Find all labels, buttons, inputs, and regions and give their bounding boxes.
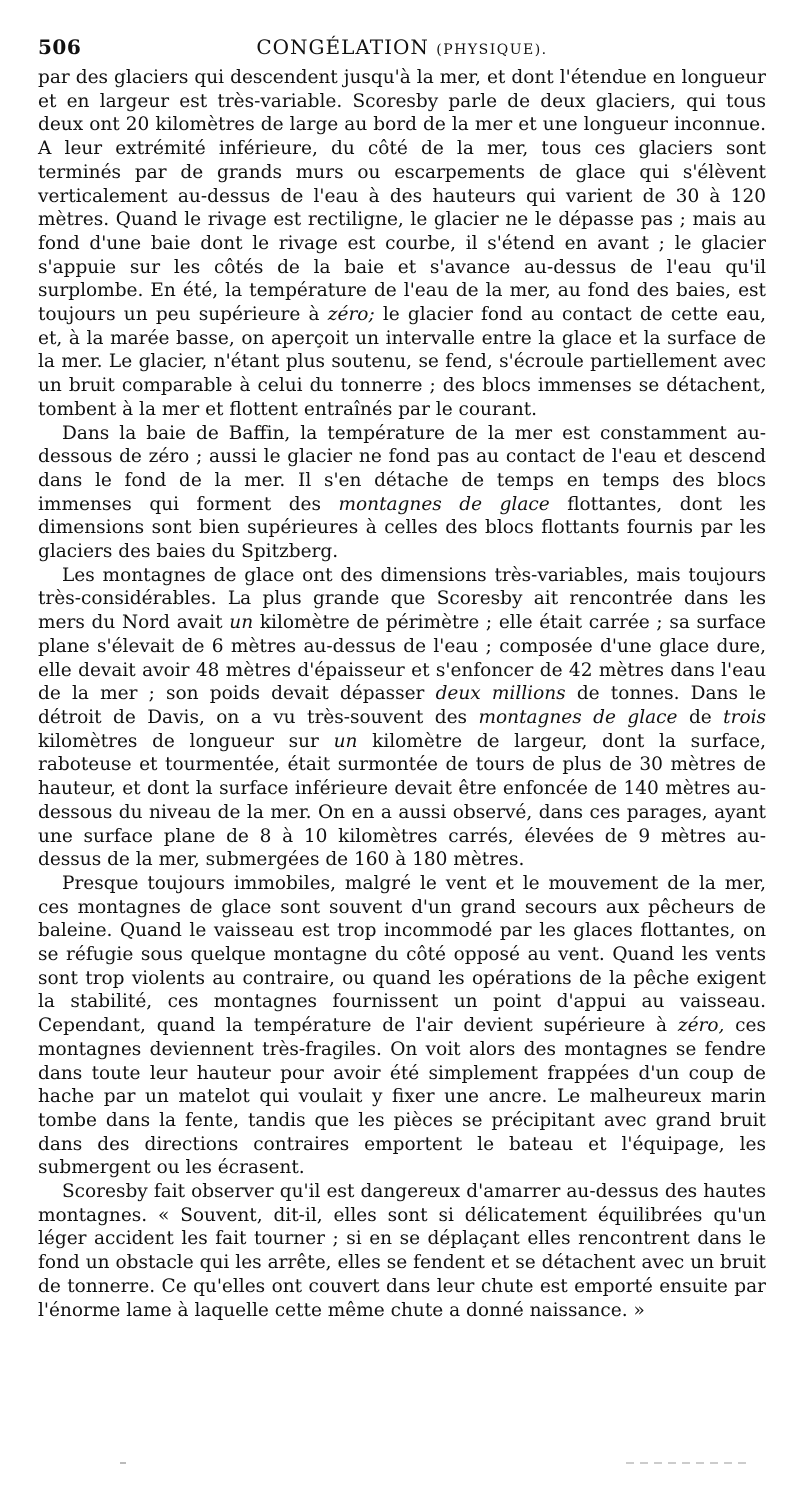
text-run: Dans la baie de Baffin, la température de la mer est constamment au-dessous de zéro ; aussi le glacier ne fond pas au contact de l'eau et descend dans le fond de la mer. Il s'en détache de temps en temps des blocs immenses qui forment des bbox=[38, 422, 766, 515]
paragraph bbox=[38, 66, 766, 422]
running-head bbox=[38, 30, 766, 67]
italic-text: montagnes de glace bbox=[338, 493, 550, 515]
text-run: Scoresby fait observer qu'il est dangereux d'amarrer au-dessus des hautes montagnes. « Souvent, dit-il, elles sont si délicatement équilibrées qu'un léger accident les fait tourner ; si en se déplaçant elles rencontrent dans le fond un obstacle qui les arrête, elles se fendent et se détachent avec un bruit de tonnerre. Ce qu'elles ont couvert dans leur chute est emporté ensuite par l'énorme lame à laquelle cette même chute a donné naissance. » bbox=[38, 1181, 766, 1321]
text-run: kilomètre de périmètre ; elle était carrée ; sa surface plane s'élevait de 6 mètres au-dessus de l'eau ; composée d'une glace dure, elle devait avoir 48 mètres d'épaisseur et s'enfoncer de 42 mètres dans l'eau de la mer ; son poids devait dépasser bbox=[38, 612, 766, 705]
running-head-title: CONGÉLATION bbox=[256, 35, 429, 59]
paragraph bbox=[38, 564, 766, 872]
italic-text: trois bbox=[723, 706, 766, 728]
text-run: ces montagnes deviennent très-fragiles. On voit alors des montagnes se fendre dans toute leur hauteur pour avoir été simplement frappées d'un coup de hache par un matelot qui voulait y fixer une ancre. Le malheureux marin tombe dans la fente, tandis que les pièces se précipitant avec grand bruit dans des directions contraires emportent le bateau et l'équipage, les submergent ou les écrasent. bbox=[38, 1015, 766, 1179]
running-head-subtitle: (PHYSIQUE). bbox=[436, 42, 548, 58]
paragraph bbox=[38, 872, 766, 1180]
text-run: kilomètre de largeur, dont la surface, raboteuse et tourmentée, était surmontée de tours de plus de 30 mètres de hauteur, et dont la surface inférieure devait être enfoncée de 140 mètres au-dessous du niveau de la mer. On en a aussi observé, dans ces parages, ayant une surface plane de 8 à 10 kilomètres carrés, élevées de 9 mètres au-dessus de la mer, submergées de 160 à 180 mètres. bbox=[38, 730, 766, 871]
text-run: le glacier fond au contact de cette eau, et, à la marée basse, on aperçoit un intervalle entre la glace et la surface de la mer. Le glacier, n'étant plus soutenu, se fend, s'écroule partiellement avec un bruit comparable à celui du tonnerre ; des blocs immenses se détachent, tombent à la mer et flottent entraînés par le courant. bbox=[38, 304, 766, 420]
text-run: Les montagnes de glace ont des dimensions très-variables, mais toujours très-considérables. La plus grande que Scoresby ait rencontrée dans les mers du Nord avait bbox=[38, 564, 766, 634]
text-run: flottantes, dont les dimensions sont bien supérieures à celles des blocs flottants fournis par les glaciers des baies du Spitzberg. bbox=[38, 493, 766, 563]
paragraph bbox=[38, 422, 766, 564]
text-run: de tonnes. Dans le détroit de Davis, on a vu très-souvent des bbox=[38, 683, 766, 728]
text-run: Presque toujours immobiles, malgré le vent et le mouvement de la mer, ces montagnes de glace sont souvent d'un grand secours aux pêcheurs de baleine. Quand le vaisseau est trop incommodé par les glaces flottantes, on se réfugie sous quelque montagne du côté opposé au vent. Quand les vents sont trop violents au contraire, ou quand les opérations de la pêche exigent la stabilité, ces montagnes fournissent un point d'appui au vaisseau. Cependant, quand la température de l'air devient supérieure à bbox=[38, 872, 766, 1037]
italic-text: un bbox=[333, 730, 358, 752]
footer-mark-right bbox=[626, 1462, 746, 1464]
footer-marks bbox=[38, 1462, 766, 1468]
paragraph bbox=[38, 1180, 766, 1322]
page-number: 506 bbox=[38, 35, 82, 59]
italic-text: un bbox=[229, 612, 254, 634]
italic-text: montagnes de glace bbox=[478, 706, 678, 728]
page-header bbox=[38, 30, 766, 64]
italic-text: deux millions bbox=[435, 683, 566, 705]
text-run: kilomètres de longueur sur bbox=[38, 730, 334, 752]
footer-mark-left bbox=[120, 1462, 126, 1464]
text-run: de bbox=[677, 706, 724, 728]
body-text bbox=[38, 66, 766, 1322]
italic-text: zéro; bbox=[327, 304, 375, 326]
text-run: par des glaciers qui descendent jusqu'à la mer, et dont l'étendue en longueur et en largeur est très-variable. Scoresby parle de deux glaciers, qui tous deux ont 20 kilomètres de large au bord de la mer et une longueur inconnue. A leur extrémité inférieure, du côté de la mer, tous ces glaciers sont terminés par de grands murs ou escarpements de glace qui s'élèvent verticalement au-dessus de l'eau à des hauteurs qui varient de 30 à 120 mètres. Quand le rivage est rectiligne, le glacier ne le dépasse pas ; mais au fond d'une baie dont le rivage est courbe, il s'étend en avant ; le glacier s'appuie sur les côtés de la baie et s'avance au-dessus de l'eau qu'il surplombe. En été, la température de l'eau de la mer, au fond des baies, est toujours un peu supérieure à bbox=[38, 67, 766, 326]
italic-text: zéro, bbox=[677, 1015, 725, 1037]
